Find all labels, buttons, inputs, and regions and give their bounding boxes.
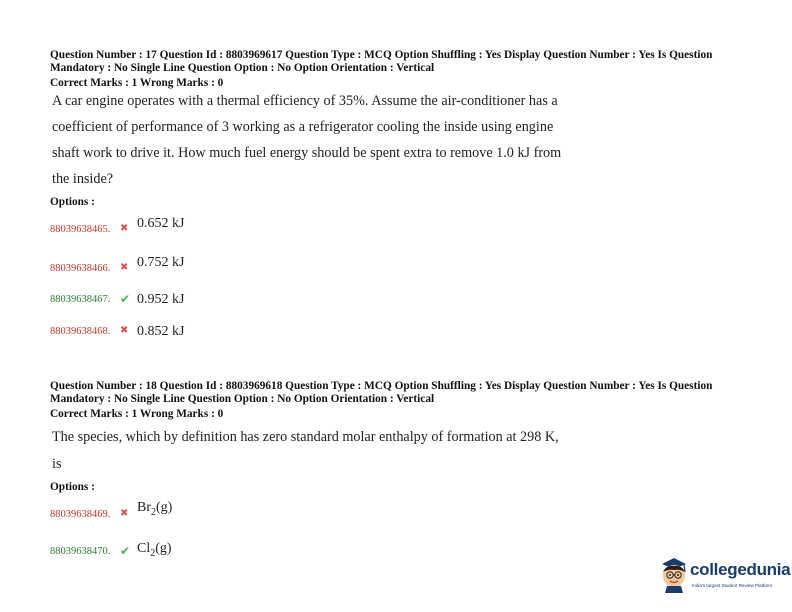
cross-icon: ✖ [120, 325, 129, 336]
option-id: 88039638465. [50, 224, 111, 235]
q17-meta: Question Number : 17 Question Id : 8803969617 Question Type : MCQ Option Shuffling : Yes Display Question Number : Yes Is Question Mandatory : No Single Line Question Option : No Option Orientation : Vertical [50, 49, 713, 74]
check-icon: ✔ [120, 292, 131, 306]
q17-text-line-4: the inside? [52, 171, 114, 187]
option-text: 0.852 kJ [137, 324, 185, 339]
q18-option-2 [50, 541, 450, 561]
mascot-icon [658, 555, 690, 593]
option-id: 88039638470. [50, 546, 111, 557]
q17-marks: Correct Marks : 1 Wrong Marks : 0 [50, 77, 224, 89]
q18-options-label: Options : [50, 481, 95, 493]
q18-text-line-2: is [52, 456, 62, 472]
option-text [137, 500, 172, 518]
logo-tagline: India's largest Student Review Platform [692, 583, 773, 588]
option-id: 88039638467. [50, 294, 111, 305]
q18-marks: Correct Marks : 1 Wrong Marks : 0 [50, 408, 224, 420]
q18-meta: Question Number : 18 Question Id : 8803969618 Question Type : MCQ Option Shuffling : Yes Display Question Number : Yes Is Question Mandatory : No Single Line Question Option : No Option Orientation : Vertical [50, 380, 713, 405]
option-id: 88039638468. [50, 326, 111, 337]
q17-option-2 [50, 255, 450, 275]
cross-icon: ✖ [120, 508, 129, 519]
q18-option-1 [50, 500, 450, 520]
logo-name: collegedunia [690, 560, 791, 579]
q17-option-1 [50, 216, 450, 236]
formula-tail: (g) [156, 500, 173, 515]
formula-sub: 2 [151, 506, 156, 518]
q17-text-line-2: coefficient of performance of 3 working as a refrigerator cooling the inside using engine [52, 119, 554, 135]
option-id: 88039638466. [50, 263, 111, 274]
q17-options-label: Options : [50, 196, 95, 208]
q17-option-3 [50, 292, 450, 312]
formula-main: Cl [137, 541, 151, 556]
q17-option-4 [50, 324, 450, 344]
q18-text-line-1: The species, which by definition has zero standard molar enthalpy of formation at 298 K, [52, 429, 559, 445]
option-text: 0.652 kJ [137, 216, 185, 231]
option-text: 0.752 kJ [137, 255, 185, 270]
option-id: 88039638469. [50, 509, 111, 520]
q17-text-line-1: A car engine operates with a thermal efficiency of 35%. Assume the air-conditioner has a [52, 93, 558, 109]
check-icon: ✔ [120, 544, 131, 558]
option-text: 0.952 kJ [137, 292, 185, 307]
option-text [137, 541, 172, 559]
formula-main: Br [137, 500, 151, 515]
formula-sub: 2 [150, 547, 156, 559]
q17-text-line-3: shaft work to drive it. How much fuel energy should be spent extra to remove 1.0 kJ from [52, 145, 562, 161]
formula-tail: (g) [155, 541, 172, 556]
cross-icon: ✖ [120, 223, 129, 234]
cross-icon: ✖ [120, 262, 129, 273]
collegedunia-logo[interactable] [658, 552, 791, 598]
